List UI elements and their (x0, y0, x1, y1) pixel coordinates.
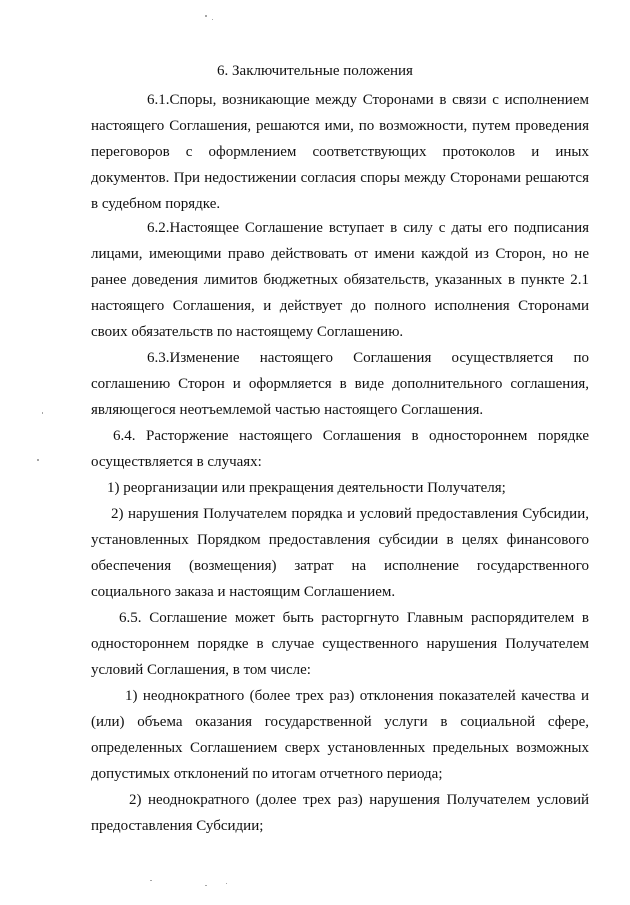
scan-speck (205, 885, 207, 886)
paragraph-6-4-item-1: 1) реорганизации или прекращения деятельности Получателя; (107, 480, 506, 496)
clause-number: 6.1. (147, 92, 170, 108)
scan-speck (150, 880, 152, 881)
paragraph-6-3 (91, 345, 589, 423)
paragraph-6-5-item-2: 2) неоднократного (долее трех раз) нарушения Получателем условий предоставления Субсидии; (91, 792, 589, 834)
paragraph-6-2 (91, 215, 589, 345)
scan-speck (42, 412, 43, 414)
clause-number: 6.3. (147, 350, 170, 366)
scan-speck (226, 883, 227, 884)
paragraph-6-5: 6.5. Соглашение может быть расторгнуто Главным распорядителем в одностороннем порядке в случае существенного нарушения Получателем условий Соглашения, в том числе: (91, 610, 589, 678)
clause-text: Споры, возникающие между Сторонами в связи с исполнением настоящего Соглашения, решаются ими, по возможности, путем проведения переговоров с оформлением соответствующих протоколов и иных документов. При недостижении согласия споры между Сторонами решаются в судебном порядке. (91, 92, 589, 212)
section-heading: 6. Заключительные положения (217, 63, 413, 79)
clause-text: Настоящее Соглашение вступает в силу с даты его подписания лицами, имеющими право действовать от имени каждой из Сторон, но не ранее доведения лимитов бюджетных обязательств, указанных в пункте 2.1 настоящего Соглашения, и действует до полного исполнения Сторонами своих обязательств по настоящему Соглашению. (91, 220, 589, 340)
clause-number: 6.2. (147, 220, 170, 236)
paragraph-6-4-item-2: 2) нарушения Получателем порядка и условий предоставления Субсидии, установленных Порядком предоставления субсидии в целях финансового обеспечения (возмещения) затрат на исполнение государственного социального заказа и настоящим Соглашением. (91, 506, 589, 600)
paragraph-6-4: 6.4. Расторжение настоящего Соглашения в одностороннем порядке осуществляется в случаях: (91, 428, 589, 470)
paragraph-6-1 (91, 87, 589, 217)
scan-speck (37, 459, 39, 461)
paragraph-6-5-item-1: 1) неоднократного (более трех раз) отклонения показателей качества и (или) объема оказания государственной услуги в социальной сфере, определенных Соглашением сверх установленных предельных возможных допустимых отклонений по итогам отчетного периода; (91, 688, 589, 782)
scan-speck (205, 15, 207, 17)
clause-text: Изменение настоящего Соглашения осуществляется по соглашению Сторон и оформляется в виде дополнительного соглашения, являющегося неотъемлемой частью настоящего Соглашения. (91, 350, 589, 418)
scan-speck (212, 19, 213, 20)
